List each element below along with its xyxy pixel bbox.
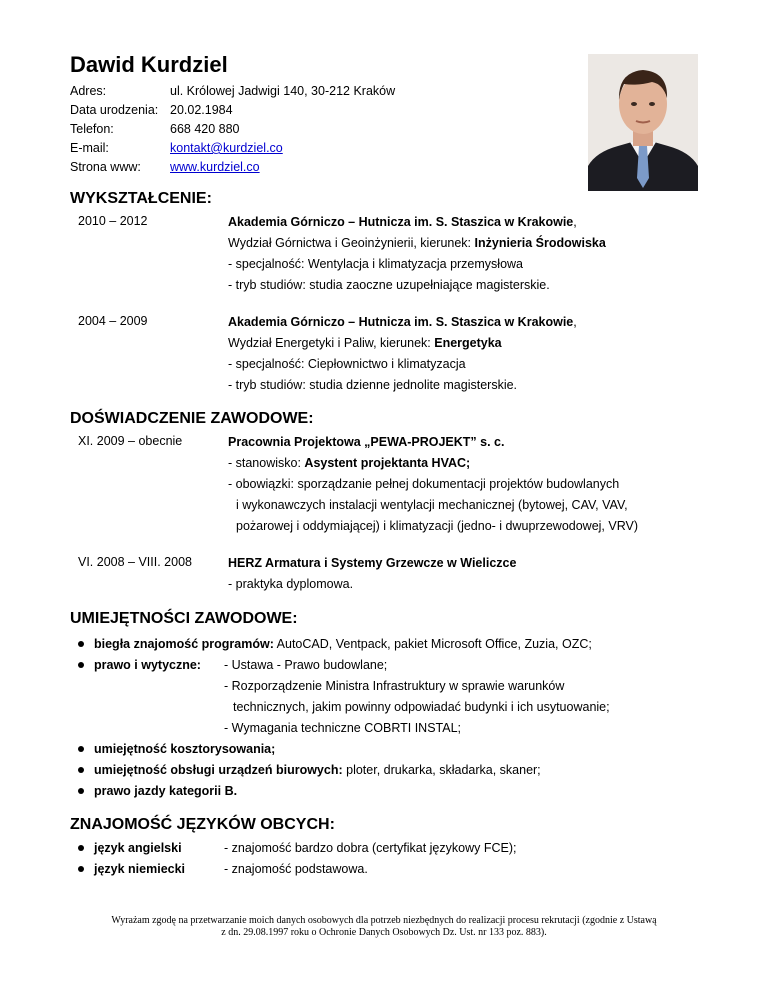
skill-detail: - Rozporządzenie Ministra Infrastruktury w sprawie warunków <box>224 679 565 693</box>
language-name: język angielski <box>94 841 182 855</box>
languages-heading: ZNAJOMOŚĆ JĘZYKÓW OBCYCH: <box>70 816 335 833</box>
education-entry <box>228 312 577 396</box>
education-date: 2010 – 2012 <box>78 214 148 228</box>
consent-line: Wyrażam zgodę na przetwarzanie moich danych osobowych dla potrzeb niezbędnych do realizacji procesu rekrutacji (zgodnie z Ustawą <box>111 915 657 926</box>
list-item <box>78 718 698 739</box>
experience-date: VI. 2008 – VIII. 2008 <box>78 555 192 569</box>
address-value: ul. Królowej Jadwigi 140, 30-212 Kraków <box>170 84 396 98</box>
consent-line: z dn. 29.08.1997 roku o Ochronie Danych Osobowych Dz. Ust. nr 133 poz. 883). <box>221 927 547 938</box>
education-heading: WYKSZTAŁCENIE: <box>70 190 212 207</box>
skill-title: umiejętność obsługi urządzeń biurowych: <box>94 763 343 777</box>
language-level: - znajomość podstawowa. <box>224 862 368 876</box>
school-name: Akademia Górniczo – Hutnicza im. S. Staszica w Krakowie <box>228 215 574 229</box>
duties-line: - obowiązki: sporządzanie pełnej dokumentacji projektów budowlanych <box>228 477 620 491</box>
list-item <box>78 739 698 760</box>
field-of-study: Inżynieria Środowiska <box>474 236 606 250</box>
skills-list <box>78 634 698 802</box>
email-label: E-mail: <box>70 141 109 155</box>
language-level: - znajomość bardzo dobra (certyfikat językowy FCE); <box>224 841 517 855</box>
skill-title: prawo jazdy kategorii B. <box>94 784 238 798</box>
skill-detail: - Wymagania techniczne COBRTI INSTAL; <box>224 721 462 735</box>
bullet-icon <box>78 641 84 647</box>
list-item <box>78 676 698 697</box>
bullet-icon <box>78 767 84 773</box>
portrait-illustration <box>588 54 698 191</box>
list-item <box>78 634 698 655</box>
list-item <box>78 838 698 859</box>
company-name: HERZ Armatura i Systemy Grzewcze w Wieliczce <box>228 556 517 570</box>
duties-line: pożarowej i oddymiającej) i klimatyzacji (jedno- i dwuprzewodowej, VRV) <box>236 519 639 533</box>
skill-title: biegła znajomość programów: <box>94 637 274 651</box>
faculty-text: Wydział Górnictwa i Geoinżynierii, kierunek: <box>228 236 475 250</box>
education-entry <box>228 212 606 296</box>
language-name: język niemiecki <box>94 862 186 876</box>
study-mode: - tryb studiów: studia zaoczne uzupełniające magisterskie. <box>228 278 550 292</box>
email-link[interactable]: kontakt@kurdziel.co <box>170 141 283 155</box>
list-item <box>78 859 698 880</box>
bullet-icon <box>78 845 84 851</box>
phone-label: Telefon: <box>70 122 114 136</box>
specialization: - specjalność: Wentylacja i klimatyzacja przemysłowa <box>228 257 524 271</box>
specialization: - specjalność: Ciepłownictwo i klimatyzacja <box>228 357 466 371</box>
dob-value: 20.02.1984 <box>170 103 233 117</box>
dob-label: Data urodzenia: <box>70 103 159 117</box>
bullet-icon <box>78 788 84 794</box>
list-item <box>78 655 698 676</box>
contact-block <box>70 82 395 177</box>
list-item <box>78 781 698 802</box>
skill-title: prawo i wytyczne: <box>94 658 201 672</box>
experience-entry <box>228 432 638 537</box>
study-mode: - tryb studiów: studia dzienne jednolite magisterskie. <box>228 378 518 392</box>
languages-list <box>78 838 698 880</box>
skill-detail: - Ustawa - Prawo budowlane; <box>224 658 388 672</box>
address-label: Adres: <box>70 84 107 98</box>
position-text: - stanowisko: <box>228 456 305 470</box>
company-name: Pracownia Projektowa „PEWA-PROJEKT” s. c. <box>228 435 505 449</box>
phone-value: 668 420 880 <box>170 122 240 136</box>
school-name: Akademia Górniczo – Hutnicza im. S. Staszica w Krakowie <box>228 315 574 329</box>
skill-detail: ploter, drukarka, składarka, skaner; <box>342 763 541 777</box>
internship-note: - praktyka dyplomowa. <box>228 577 354 591</box>
education-date: 2004 – 2009 <box>78 314 148 328</box>
field-of-study: Energetyka <box>434 336 502 350</box>
school-suffix: , <box>573 315 577 329</box>
faculty-text: Wydział Energetyki i Paliw, kierunek: <box>228 336 435 350</box>
bullet-icon <box>78 662 84 668</box>
gdpr-consent-footer <box>70 915 698 939</box>
skills-heading: UMIEJĘTNOŚCI ZAWODOWE: <box>70 610 298 627</box>
experience-entry <box>228 553 516 595</box>
experience-date: XI. 2009 – obecnie <box>78 434 183 448</box>
school-suffix: , <box>573 215 577 229</box>
list-item <box>78 760 698 781</box>
bullet-icon <box>78 866 84 872</box>
www-label: Strona www: <box>70 160 141 174</box>
position-title: Asystent projektanta HVAC; <box>304 456 471 470</box>
profile-photo <box>588 54 698 191</box>
experience-heading: DOŚWIADCZENIE ZAWODOWE: <box>70 410 314 427</box>
website-link[interactable]: www.kurdziel.co <box>170 160 260 174</box>
list-item <box>78 697 698 718</box>
skill-title: umiejętność kosztorysowania; <box>94 742 276 756</box>
skill-detail: technicznych, jakim powinny odpowiadać budynki i ich usytuowanie; <box>233 700 610 714</box>
candidate-name: Dawid Kurdziel <box>70 52 228 77</box>
skill-detail: AutoCAD, Ventpack, pakiet Microsoft Office, Zuzia, OZC; <box>273 637 592 651</box>
bullet-icon <box>78 746 84 752</box>
duties-line: i wykonawczych instalacji wentylacji mechanicznej (bytowej, CAV, VAV, <box>236 498 628 512</box>
